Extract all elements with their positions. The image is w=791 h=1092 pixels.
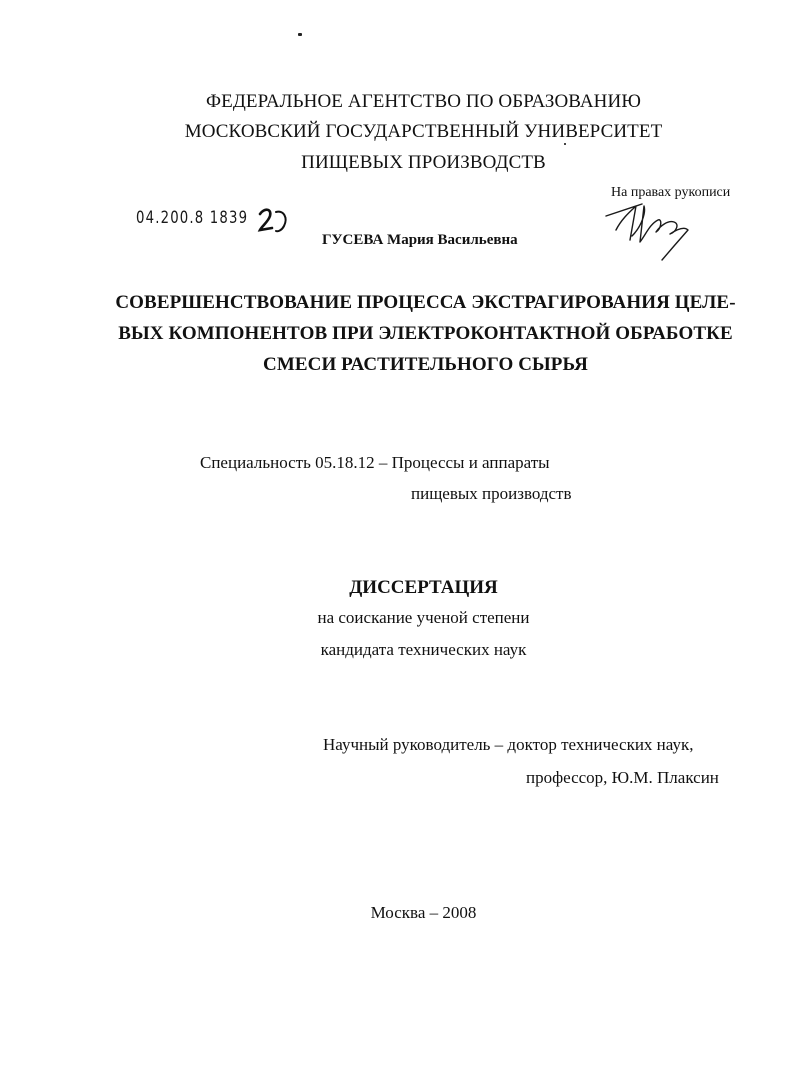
institution-line-1: ФЕДЕРАЛЬНОЕ АГЕНТСТВО ПО ОБРАЗОВАНИЮ [206, 91, 641, 112]
city-year: Москва – 2008 [370, 903, 477, 922]
degree-line-2: кандидата технических наук [320, 640, 527, 659]
specialty-line-1: Специальность 05.18.12 – Процессы и аппараты [200, 453, 550, 472]
signature-icon [602, 196, 694, 266]
archive-stamp-number: 04.200.8 1839 [136, 208, 249, 228]
degree-line-1: на соискание ученой степени [317, 608, 530, 627]
specialty-line-2: пищевых производств [411, 484, 572, 503]
dissertation-title-line-1: СОВЕРШЕНСТВОВАНИЕ ПРОЦЕССА ЭКСТРАГИРОВАНИЯ ЦЕЛЕ- [115, 292, 736, 313]
institution-line-3: ПИЩЕВЫХ ПРОИЗВОДСТВ [301, 152, 546, 173]
institution-line-2: МОСКОВСКИЙ ГОСУДАРСТВЕННЫЙ УНИВЕРСИТЕТ [184, 121, 663, 142]
supervisor-line-1: Научный руководитель – доктор технических наук, [323, 735, 694, 754]
supervisor-line-2: профессор, Ю.М. Плаксин [526, 768, 719, 787]
manuscript-rights-note: На правах рукописи [611, 185, 731, 200]
stamp-scribble-icon [254, 204, 294, 238]
document-type-heading: ДИССЕРТАЦИЯ [349, 577, 498, 598]
dissertation-title-line-3: СМЕСИ РАСТИТЕЛЬНОГО СЫРЬЯ [263, 354, 588, 375]
author-name: ГУСЕВА Мария Васильевна [322, 232, 518, 248]
scan-speck [564, 143, 566, 145]
scan-speck [298, 33, 302, 36]
dissertation-title-line-2: ВЫХ КОМПОНЕНТОВ ПРИ ЭЛЕКТРОКОНТАКТНОЙ ОБРАБОТКЕ [118, 323, 733, 344]
